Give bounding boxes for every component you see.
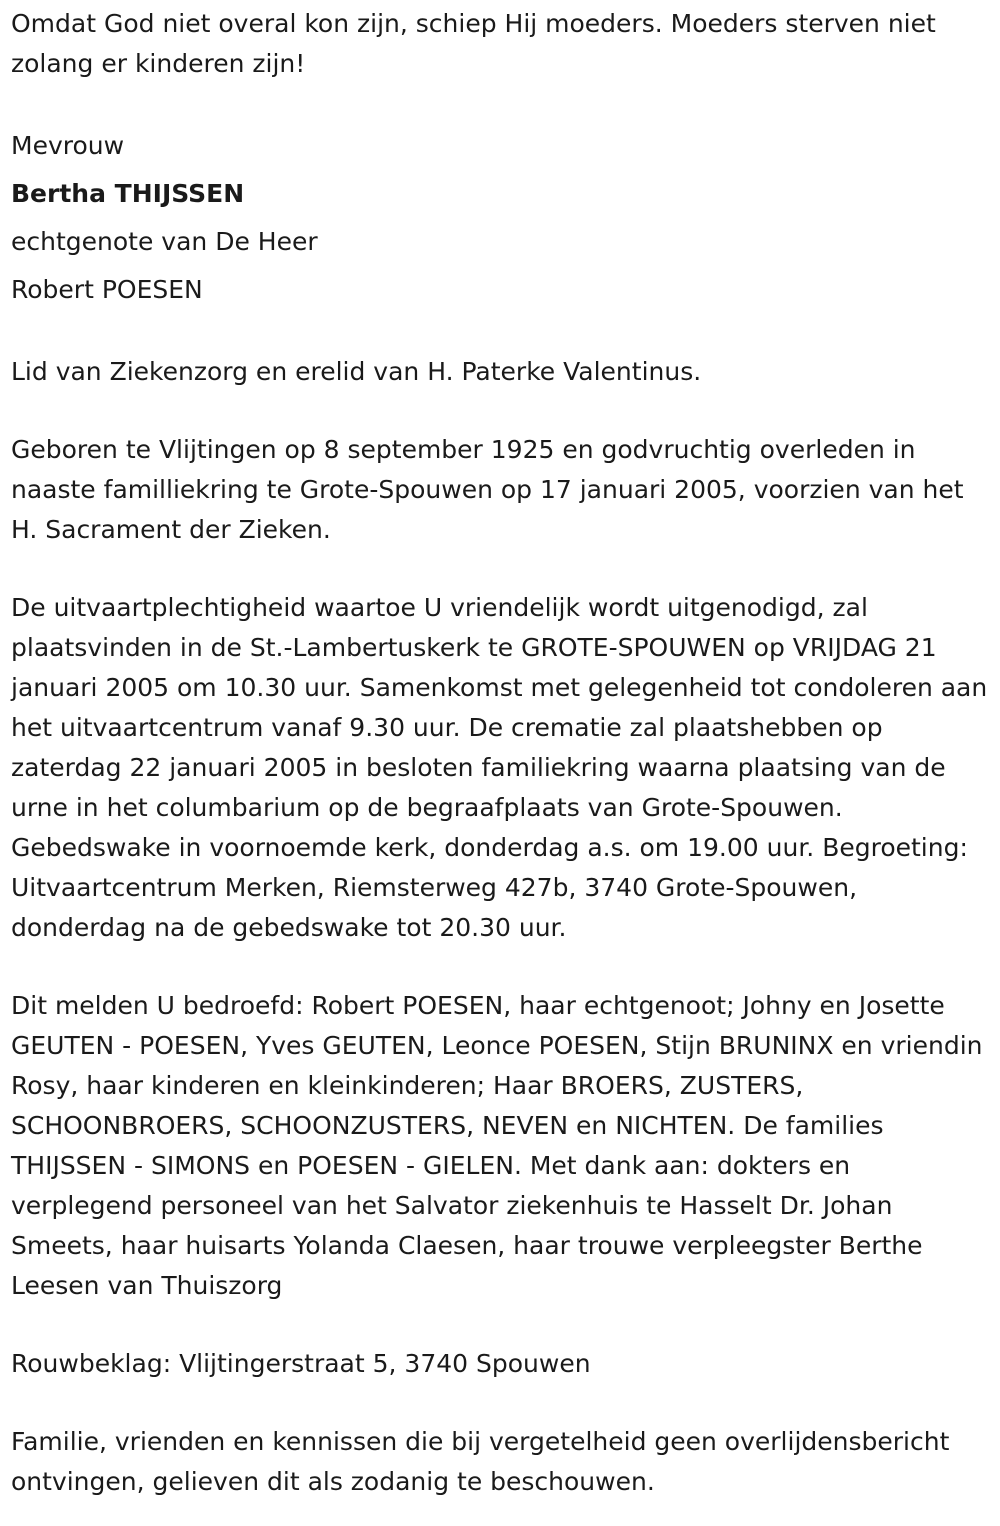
spouse-line-2: Robert POESEN: [11, 275, 203, 304]
closing-note: Familie, vrienden en kennissen die bij vergetelheid geen overlijdensbericht ontvingen, gelieven dit als zodanig te beschouwen.: [11, 1427, 950, 1496]
birth-death-paragraph: Geboren te Vlijtingen op 8 september 1925 en godvruchtig overleden in naaste familliekring te Grote-Spouwen op 17 januari 2005, voorzien van het H. Sacrament der Zieken.: [11, 435, 964, 544]
opening-quote: Omdat God niet overal kon zijn, schiep Hij moeders. Moeders sterven niet zolang er kinderen zijn!: [11, 9, 936, 78]
spouse-line-1: echtgenote van De Heer: [11, 227, 318, 256]
ceremony-paragraph: De uitvaartplechtigheid waartoe U vriendelijk wordt uitgenodigd, zal plaatsvinden in de St.-Lambertuskerk te GROTE-SPOUWEN op VRIJDAG 21 januari 2005 om 10.30 uur. Samenkomst met gelegenheid tot condoleren aan het uitvaartcentrum vanaf 9.30 uur. De crematie zal plaatshebben op zaterdag 22 januari 2005 in besloten familiekring waarna plaatsing van de urne in het columbarium op de begraafplaats van Grote-Spouwen. Gebedswake in voornoemde kerk, donderdag a.s. om 19.00 uur. Begroeting: Uitvaartcentrum Merken, Riemsterweg 427b, 3740 Grote-Spouwen, donderdag na de gebedswake tot 20.30 uur.: [11, 593, 988, 942]
mourning-address: Rouwbeklag: Vlijtingerstraat 5, 3740 Spouwen: [11, 1349, 591, 1378]
salutation: Mevrouw: [11, 131, 125, 160]
membership-paragraph: Lid van Ziekenzorg en erelid van H. Paterke Valentinus.: [11, 357, 702, 386]
announcement-paragraph: Dit melden U bedroefd: Robert POESEN, haar echtgenoot; Johny en Josette GEUTEN - POESEN, Yves GEUTEN, Leonce POESEN, Stijn BRUNINX en vriendin Rosy, haar kinderen en kleinkinderen; Haar BROERS, ZUSTERS, SCHOONBROERS, SCHOONZUSTERS, NEVEN en NICHTEN. De families THIJSSEN - SIMONS en POESEN - GIELEN. Met dank aan: dokters en verplegend personeel van het Salvator ziekenhuis te Hasselt Dr. Johan Smeets, haar huisarts Yolanda Claesen, haar trouwe verpleegster Berthe Leesen van Thuiszorg: [11, 991, 983, 1300]
deceased-name: Bertha THIJSSEN: [11, 179, 245, 208]
